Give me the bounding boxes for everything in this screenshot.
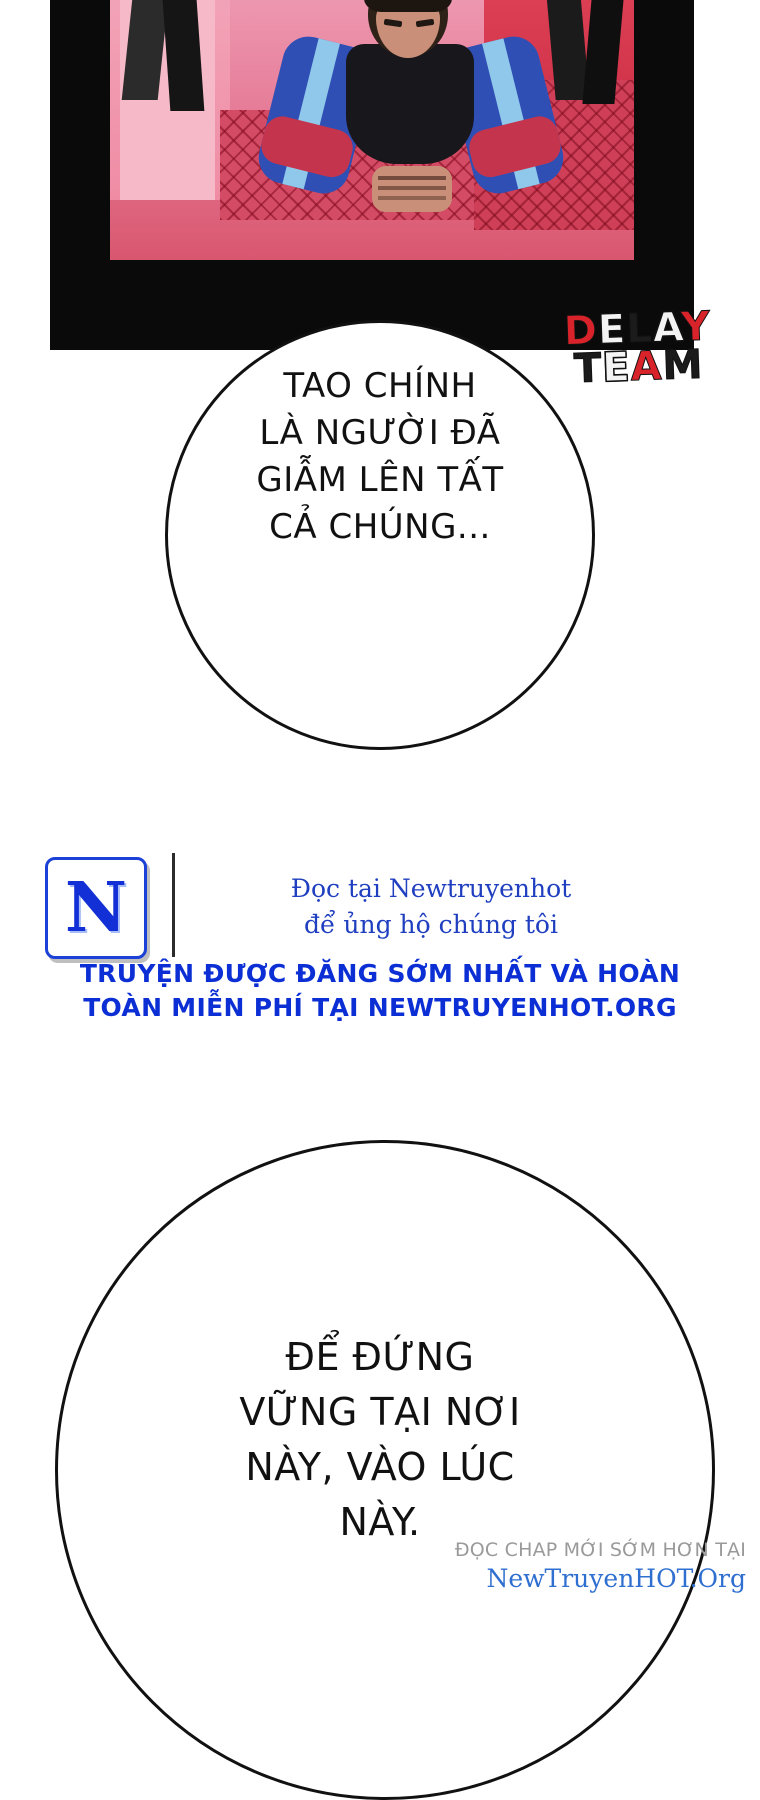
sleeve-cuff-left <box>258 113 357 181</box>
watermark-top-text: ĐỌC CHAP MỚI SỚM HƠN TẠI <box>454 1539 746 1561</box>
bubble1-line-1: TAO CHÍNH <box>283 366 477 406</box>
speech-bubble-1 <box>165 320 595 750</box>
sleeve-cuff-right <box>465 113 564 181</box>
bubble1-line-2: LÀ NGƯỜI ĐÃ <box>259 412 501 453</box>
bubble1-line-3: GIẪM LÊN TẤT <box>256 459 504 500</box>
promo-banner-line-2: TOÀN MIỄN PHÍ TẠI NEWTRUYENHOT.ORG <box>83 992 677 1022</box>
promo-line-2: để ủng hộ chúng tôi <box>304 910 558 940</box>
bubble2-line-4: NÀY. <box>339 1500 421 1545</box>
main-character <box>260 0 560 230</box>
watermark-site-name[interactable]: NewTruyenHOT.Org <box>486 1563 746 1593</box>
promo-text <box>196 871 666 944</box>
promo-banner <box>0 957 760 1025</box>
side-figure-left <box>120 0 215 200</box>
promo-band <box>0 845 760 1045</box>
character-hands <box>372 166 452 212</box>
newtruyenhot-logo[interactable] <box>45 857 147 959</box>
site-watermark <box>455 1539 746 1594</box>
panel-inner-art <box>110 0 634 260</box>
bubble1-line-4: CẢ CHÚNG... <box>269 506 491 547</box>
bubble2-line-3: NÀY, VÀO LÚC <box>245 1445 515 1490</box>
promo-line-1: Đọc tại Newtruyenhot <box>290 874 572 903</box>
bubble2-line-2: VỮNG TẠI NƠI <box>239 1390 521 1435</box>
character-hair <box>364 0 452 12</box>
newtruyenhot-logo-letter: N <box>64 868 128 948</box>
speech-bubble-1-text <box>168 363 592 551</box>
comic-panel-artwork <box>50 0 694 350</box>
character-torso <box>346 44 474 164</box>
promo-banner-line-1: TRUYỆN ĐƯỢC ĐĂNG SỚM NHẤT VÀ HOÀN <box>79 959 681 988</box>
speech-bubble-2-text <box>0 1330 760 1550</box>
promo-divider <box>172 853 175 957</box>
delay-team-line-1: DELAY <box>562 303 712 355</box>
delay-team-line-2: TEAM <box>573 342 705 393</box>
bubble2-line-1: ĐỂ ĐỨNG <box>285 1335 475 1379</box>
